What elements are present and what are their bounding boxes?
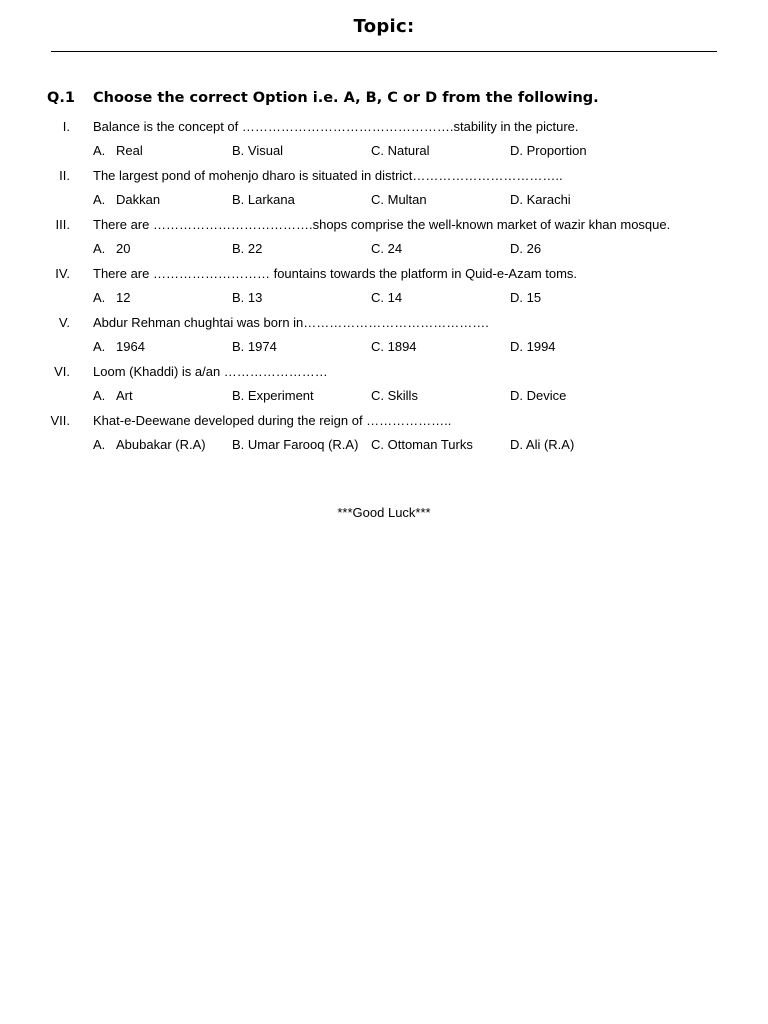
question-number: Q.1 (47, 90, 75, 106)
item-question-text: Balance is the concept of ………………………………………….stability in the picture. (93, 119, 579, 134)
question-instruction: Choose the correct Option i.e. A, B, C or D from the following. (93, 90, 599, 106)
option-a-text: 12 (116, 290, 131, 305)
option-c: C. Skills (371, 388, 418, 403)
option-b: B. Visual (232, 143, 284, 158)
mcq-item (0, 410, 768, 459)
option-a-letter: A. (93, 192, 106, 207)
option-a (93, 385, 133, 407)
option-d: D. Karachi (510, 192, 571, 207)
topic-underline (51, 51, 717, 52)
option-c: C. Natural (371, 143, 430, 158)
option-a (93, 287, 130, 309)
item-numeral: V. (58, 315, 70, 330)
option-b: B. 13 (232, 290, 263, 305)
item-question-text: Loom (Khaddi) is a/an …………………… (93, 364, 328, 379)
option-a (93, 336, 145, 358)
option-d: D. Ali (R.A) (510, 437, 575, 452)
good-luck-footer: ***Good Luck*** (337, 505, 431, 520)
item-numeral: III. (55, 217, 70, 232)
option-d: D. 15 (510, 290, 542, 305)
option-c: C. 1894 (371, 339, 417, 354)
mcq-list (0, 116, 768, 459)
option-a (93, 238, 130, 260)
option-d: D. 1994 (510, 339, 556, 354)
option-b: B. Larkana (232, 192, 295, 207)
mcq-item (0, 361, 768, 410)
option-c: C. 24 (371, 241, 403, 256)
option-b: B. 1974 (232, 339, 277, 354)
option-c: C. 14 (371, 290, 403, 305)
mcq-item (0, 165, 768, 214)
item-numeral: VI. (54, 364, 70, 379)
mcq-item (0, 214, 768, 263)
option-a-text: 1964 (116, 339, 145, 354)
option-d: D. 26 (510, 241, 542, 256)
item-question-text: There are ……………………… fountains towards the platform in Quid-e-Azam toms. (93, 266, 578, 281)
item-numeral: II. (59, 168, 70, 183)
option-b: B. Umar Farooq (R.A) (232, 437, 359, 452)
item-question-text: Khat-e-Deewane developed during the reign of ……………….. (93, 413, 452, 428)
option-b: B. Experiment (232, 388, 314, 403)
option-c: C. Multan (371, 192, 427, 207)
option-a-letter: A. (93, 290, 106, 305)
mcq-item (0, 263, 768, 312)
option-a-letter: A. (93, 437, 106, 452)
mcq-item (0, 312, 768, 361)
item-question-text: The largest pond of mohenjo dharo is situated in district…………………………….. (93, 168, 563, 183)
option-a-text: Real (116, 143, 143, 158)
option-a (93, 189, 160, 211)
item-numeral: VII. (50, 413, 70, 428)
item-numeral: I. (62, 119, 70, 134)
item-question-text: There are ……………………………….shops comprise the well-known market of wazir khan mosque. (93, 217, 671, 232)
option-a-letter: A. (93, 241, 106, 256)
option-c: C. Ottoman Turks (371, 437, 473, 452)
option-d: D. Device (510, 388, 567, 403)
option-a-text: Art (116, 388, 133, 403)
mcq-item (0, 116, 768, 165)
topic-heading: Topic: (353, 16, 415, 37)
item-numeral: IV. (55, 266, 70, 281)
option-d: D. Proportion (510, 143, 587, 158)
option-a-text: 20 (116, 241, 131, 256)
option-a (93, 434, 206, 456)
option-a-text: Dakkan (116, 192, 161, 207)
option-a-letter: A. (93, 339, 106, 354)
option-a (93, 140, 143, 162)
option-b: B. 22 (232, 241, 263, 256)
question-header (47, 90, 599, 106)
option-a-letter: A. (93, 388, 106, 403)
option-a-text: Abubakar (R.A) (116, 437, 206, 452)
item-question-text: Abdur Rehman chughtai was born in……………………………………. (93, 315, 489, 330)
option-a-letter: A. (93, 143, 106, 158)
